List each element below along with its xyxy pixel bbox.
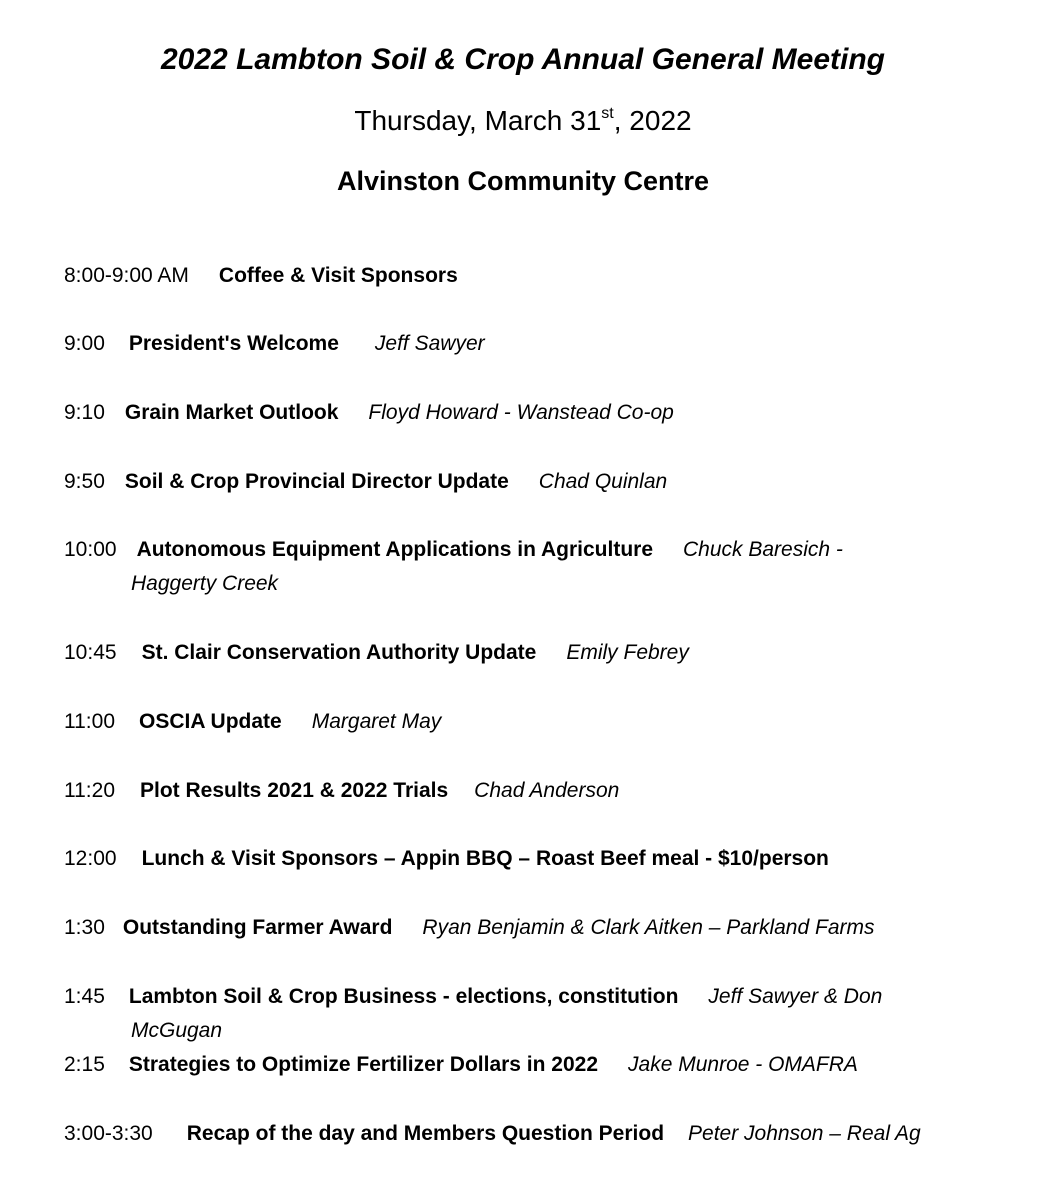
agenda-event: Soil & Crop Provincial Director Update: [124, 470, 509, 493]
agenda-speaker: Emily Febrey: [566, 641, 689, 664]
agenda-item: [64, 1117, 1024, 1151]
agenda-speaker: Floyd Howard - Wanstead Co-op: [368, 401, 674, 424]
agenda-time: 10:00: [64, 538, 117, 561]
agenda-item: [64, 911, 1024, 945]
agenda-time: 1:45: [64, 985, 105, 1008]
agenda-event: OSCIA Update: [139, 710, 282, 733]
agenda-event: Lunch & Visit Sponsors – Appin BBQ – Roast Beef meal - $10/person: [141, 847, 829, 870]
agenda-time: 3:00-3:30: [64, 1122, 153, 1145]
agenda-speaker: Margaret May: [311, 710, 442, 733]
agenda-item: [64, 705, 1024, 739]
agenda-item: [64, 327, 1024, 361]
page-title: 2022 Lambton Soil & Crop Annual General Meeting: [161, 43, 885, 76]
date-main: Thursday, March 31: [354, 105, 602, 136]
agenda-speaker: Peter Johnson – Real Ag: [688, 1122, 921, 1145]
agenda-item: [64, 980, 1024, 1048]
agenda-event: Strategies to Optimize Fertilizer Dollars in 2022: [128, 1053, 599, 1076]
agenda-speaker-continued: Haggerty Creek: [131, 572, 279, 595]
agenda-item: [64, 465, 1024, 499]
agenda-event: Grain Market Outlook: [124, 401, 339, 424]
agenda-speaker: Chad Anderson: [474, 779, 620, 802]
agenda-event: Recap of the day and Members Question Period: [186, 1122, 665, 1145]
agenda-time: 8:00-9:00 AM: [64, 264, 189, 287]
agenda-time: 2:15: [64, 1053, 105, 1076]
agenda-item: [64, 1048, 1024, 1082]
agenda-event: Plot Results 2021 & 2022 Trials: [140, 779, 449, 802]
agenda-time: 9:50: [64, 470, 105, 493]
agenda-event: Autonomous Equipment Applications in Agriculture: [136, 538, 654, 561]
agenda-time: 10:45: [64, 641, 117, 664]
agenda-event: Lambton Soil & Crop Business - elections, constitution: [128, 985, 679, 1008]
agenda-event: Outstanding Farmer Award: [122, 916, 393, 939]
agenda-event: St. Clair Conservation Authority Update: [141, 641, 537, 664]
agenda-item: [64, 636, 1024, 670]
agenda-speaker: Jeff Sawyer & Don: [708, 985, 883, 1008]
agenda-speaker: Ryan Benjamin & Clark Aitken – Parkland Farms: [422, 916, 875, 939]
agenda-time: 11:00: [64, 710, 115, 733]
agenda-item: [64, 533, 1024, 601]
agenda-speaker: Chuck Baresich -: [683, 538, 843, 561]
date-year: , 2022: [613, 105, 692, 136]
agenda-speaker: Jeff Sawyer: [374, 332, 485, 355]
agenda-event: Coffee & Visit Sponsors: [218, 264, 458, 287]
agenda-speaker: Chad Quinlan: [538, 470, 668, 493]
venue-name: Alvinston Community Centre: [336, 166, 710, 196]
agenda-time: 9:10: [64, 401, 105, 424]
agenda-time: 11:20: [64, 779, 115, 802]
date-ordinal-suffix: st: [601, 104, 614, 122]
meeting-date: [0, 101, 1046, 141]
agenda-item: [64, 842, 1024, 876]
agenda-speaker-continued: McGugan: [131, 1019, 223, 1042]
agenda-time: 12:00: [64, 847, 117, 870]
agenda-event: President's Welcome: [128, 332, 339, 355]
agenda-speaker: Jake Munroe - OMAFRA: [628, 1053, 858, 1076]
agenda-item: [64, 259, 1024, 293]
agenda-time: 1:30: [64, 916, 105, 939]
agenda-item: [64, 774, 1024, 808]
agenda-time: 9:00: [64, 332, 105, 355]
agenda-item: [64, 396, 1024, 430]
